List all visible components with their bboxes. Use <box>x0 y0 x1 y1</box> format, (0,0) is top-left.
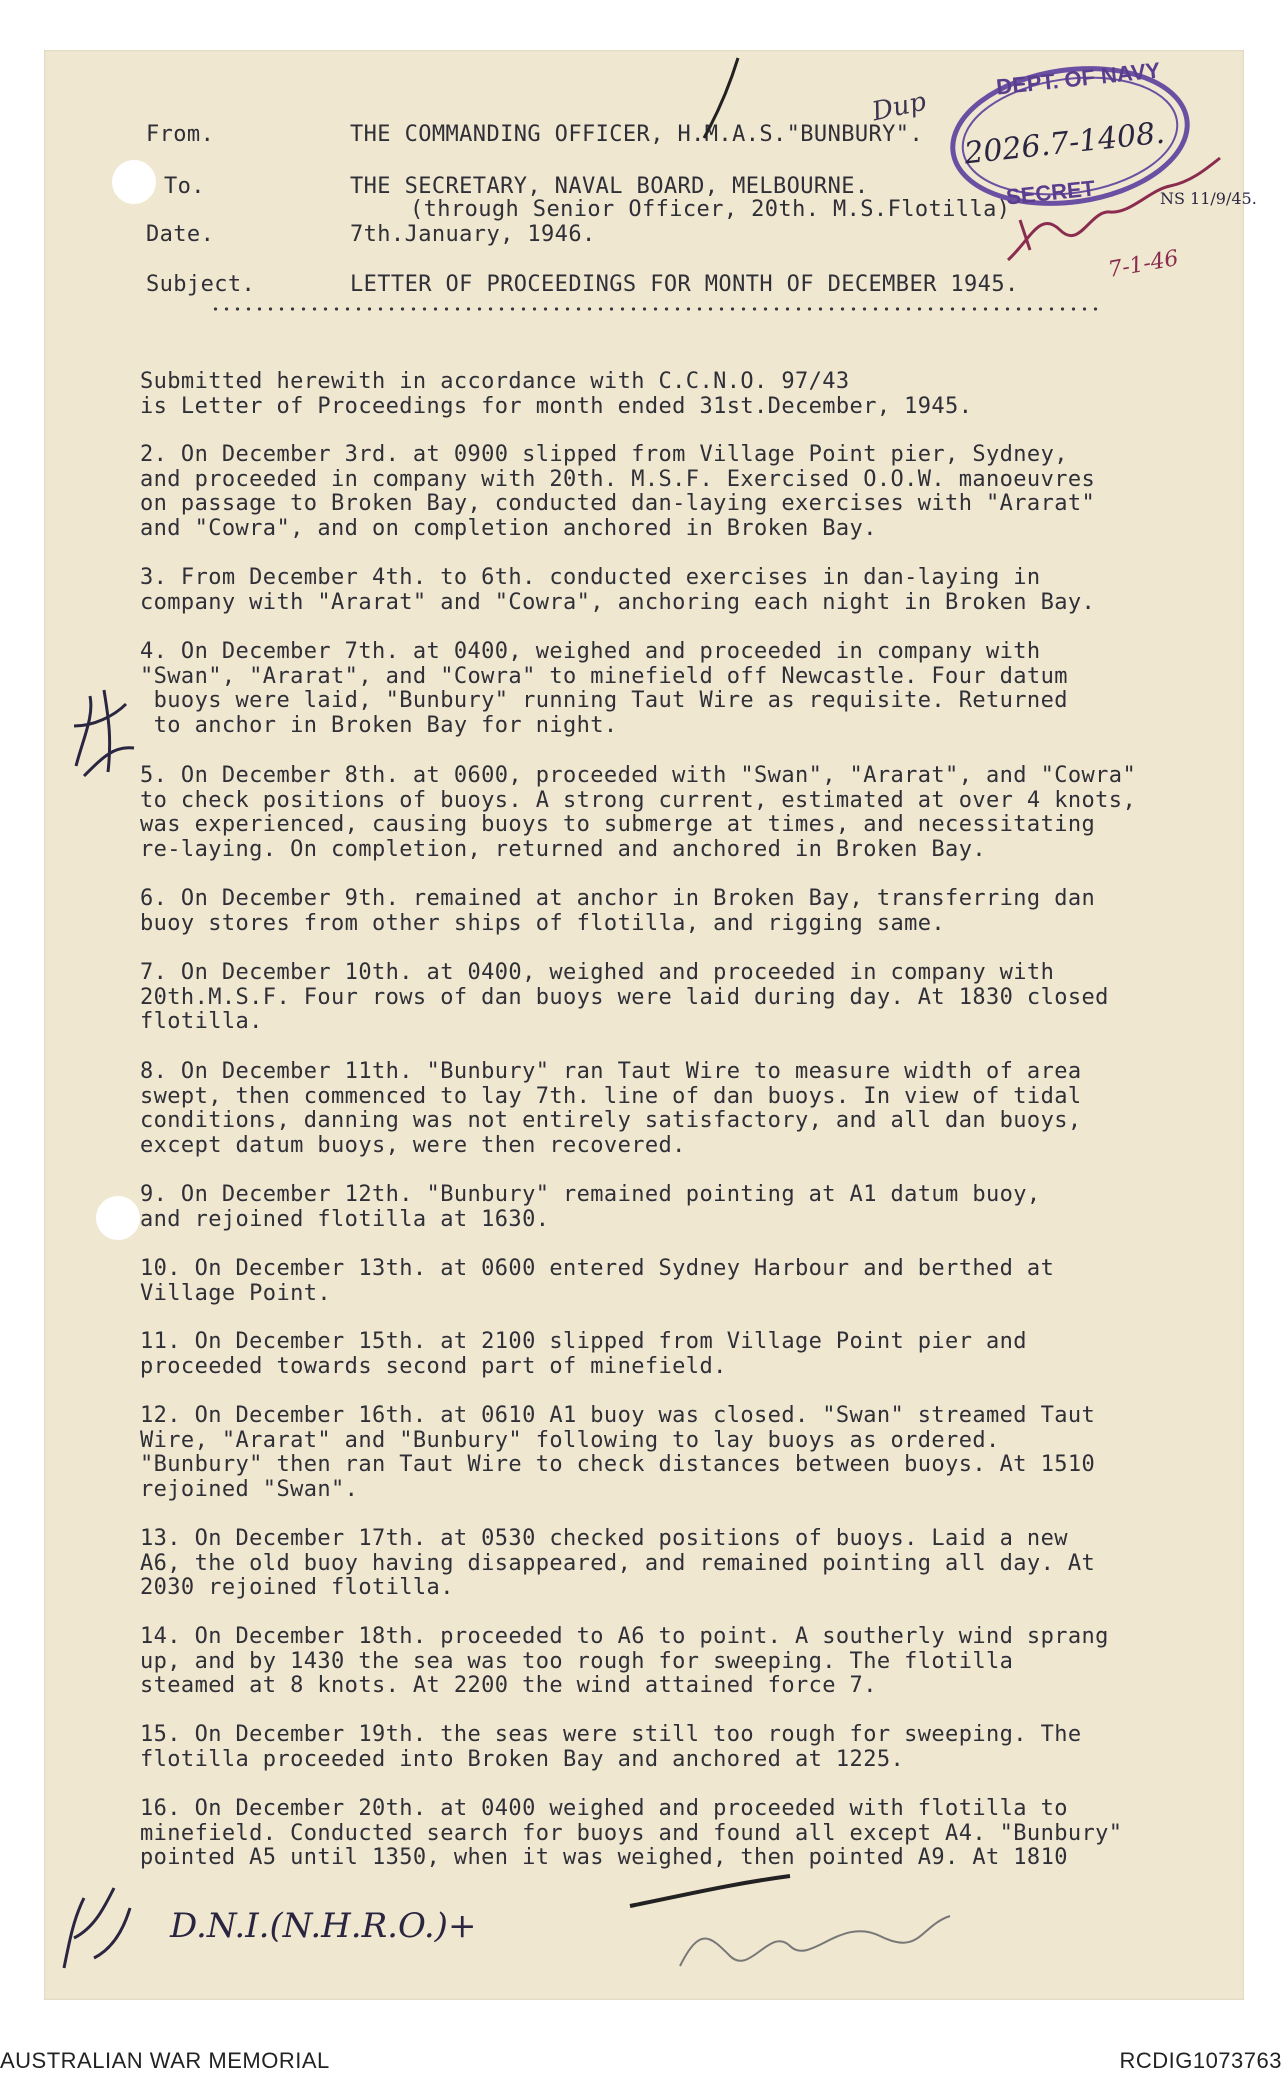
pen-slash-mark <box>690 54 750 144</box>
paragraph-5: 5. On December 8th. at 0600, proceeded with "Swan", "Ararat", and "Cowra" to check positions of buoys. A strong current, estimated at over 4 knots, was experienced, causing buoys to submerge at times, and necessitating re-laying. On completion, returned and anchored in Broken Bay. <box>140 763 1137 862</box>
paragraph-12: 12. On December 16th. at 0610 A1 buoy was closed. "Swan" streamed Taut Wire, "Ararat" and "Bunbury" following to lay buoys as ordered. "Bunbury" then ran Taut Wire to check distances between buoys. At 1510 rejoined "Swan". <box>140 1403 1096 1502</box>
paragraph-8: 8. On December 11th. "Bunbury" ran Taut Wire to measure width of area swept, then commenced to lay 7th. line of dan buoys. In view of tidal conditions, danning was not entirely satisfactory, and all dan buoys, except datum buoys, were then recovered. <box>140 1059 1082 1158</box>
paragraph-2: 2. On December 3rd. at 0900 slipped from Village Point pier, Sydney, and proceeded in company with 20th. M.S.F. Exercised O.O.W. manoeuvres on passage to Broken Bay, conducted dan-laying exercises with "Ararat" and "Cowra", and on completion anchored in Broken Bay. <box>140 442 1096 541</box>
paragraph-6: 6. On December 9th. remained at anchor in Broken Bay, transferring dan buoy stores from other ships of flotilla, and rigging same. <box>140 886 1096 936</box>
date-value: 7th.January, 1946. <box>350 222 596 247</box>
paragraph-7: 7. On December 10th. at 0400, weighed and proceeded in company with 20th.M.S.F. Four rows of dan buoys were laid during day. At 1830 closed flotilla. <box>140 960 1109 1034</box>
handwritten-signature <box>1000 150 1230 270</box>
footer-record-id: RCDIG1073763 <box>1119 2048 1282 2073</box>
to-label: To. <box>164 174 205 199</box>
stamp-dept-text: DEPT. OF NAVY <box>995 57 1162 100</box>
paragraph-11: 11. On December 15th. at 2100 slipped from Village Point pier and proceeded towards second part of minefield. <box>140 1329 1027 1379</box>
paragraph-13: 13. On December 17th. at 0530 checked positions of buoys. Laid a new A6, the old buoy having disappeared, and remained pointing all day. At 2030 rejoined flotilla. <box>140 1526 1096 1600</box>
paragraph-16: 16. On December 20th. at 0400 weighed and proceeded with flotilla to minefield. Conducted search for buoys and found all except A4. "Bunbury" pointed A5 until 1350, when it was weighed, then pointed A9. At 1810 <box>140 1796 1123 1870</box>
paragraph-3: 3. From December 4th. to 6th. conducted exercises in dan-laying in company with "Ararat" and "Cowra", anchoring each night in Broken Bay. <box>140 565 1096 615</box>
bottom-signature <box>620 1866 960 1976</box>
distribution-annotation: D.N.I.(N.H.R.O.)+ <box>170 1906 477 1946</box>
to-value-through: (through Senior Officer, 20th. M.S.Flotilla) <box>410 197 1011 222</box>
bottom-left-initials <box>54 1868 144 1978</box>
from-label: From. <box>146 122 215 147</box>
subject-label: Subject. <box>146 272 256 297</box>
to-value: THE SECRETARY, NAVAL BOARD, MELBOURNE. <box>350 174 869 199</box>
stamp-secret-text: SECRET <box>1004 175 1097 210</box>
stamp-reference-number: 2026.7-1408. <box>962 115 1167 172</box>
punch-hole <box>112 160 156 204</box>
paragraph-15: 15. On December 19th. the seas were still too rough for sweeping. The flotilla proceeded into Broken Bay and anchored at 1225. <box>140 1722 1082 1772</box>
date-label: Date. <box>146 222 215 247</box>
intro-paragraph: Submitted herewith in accordance with C.C.N.O. 97/43 is Letter of Proceedings for month ended 31st.December, 1945. <box>140 369 973 419</box>
initials-date-annotation: 7-1-46 <box>1106 246 1181 283</box>
margin-scribble <box>64 676 144 786</box>
dotted-divider <box>210 306 1100 312</box>
margin-note-ns: NS 11/9/45. <box>1160 189 1257 208</box>
paragraph-10: 10. On December 13th. at 0600 entered Sydney Harbour and berthed at Village Point. <box>140 1256 1055 1306</box>
footer-archive-name: AUSTRALIAN WAR MEMORIAL <box>0 2048 330 2073</box>
paragraph-9: 9. On December 12th. "Bunbury" remained pointing at A1 datum buoy, and rejoined flotilla at 1630. <box>140 1182 1041 1232</box>
paragraph-14: 14. On December 18th. proceeded to A6 to point. A southerly wind sprang up, and by 1430 the sea was too rough for sweeping. The flotilla steamed at 8 knots. At 2200 the wind attained force 7. <box>140 1624 1109 1698</box>
paragraph-4: 4. On December 7th. at 0400, weighed and proceeded in company with "Swan", "Ararat", and "Cowra" to minefield off Newcastle. Four datum buoys were laid, "Bunbury" running Taut Wire as requisite. Returned to anchor in Broken Bay for night. <box>140 639 1068 738</box>
subject-value: LETTER OF PROCEEDINGS FOR MONTH OF DECEMBER 1945. <box>350 272 1019 297</box>
from-value: THE COMMANDING OFFICER, H.M.A.S."BUNBURY". <box>350 122 924 147</box>
punch-hole <box>96 1196 140 1240</box>
dup-annotation: Dup <box>869 86 929 128</box>
